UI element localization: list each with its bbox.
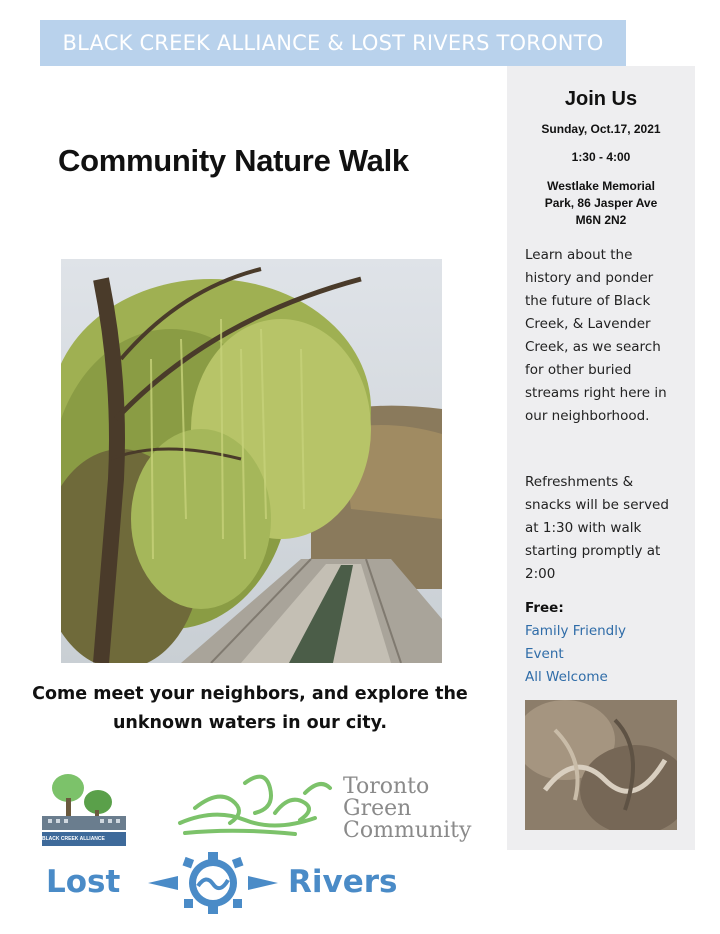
event-time: 1:30 - 4:00 [571, 150, 631, 164]
description-line: Creek, & Lavender [525, 316, 651, 332]
refreshments-line: starting promptly at [525, 543, 661, 559]
fossil-rock-photo [525, 700, 677, 830]
lost-rivers-word-lost: Lost [46, 864, 121, 900]
perk-all-welcome: All Welcome [525, 669, 608, 685]
refreshments-line: 2:00 [525, 566, 556, 582]
event-date: Sunday, Oct.17, 2021 [541, 122, 661, 136]
location-line: Park, 86 Jasper Ave [544, 196, 658, 210]
description-line: our neighborhood. [525, 408, 650, 424]
location-line: M6N 2N2 [575, 213, 627, 227]
willow-tree-photo [61, 259, 442, 663]
description-line: Creek, as we search [525, 339, 661, 355]
join-heading: Join Us [564, 88, 638, 110]
refreshments-line: Refreshments & [525, 474, 634, 490]
description-line: the future of Black [525, 293, 651, 309]
refreshments-line: snacks will be served [525, 497, 669, 513]
header-banner: BLACK CREEK ALLIANCE & LOST RIVERS TORONTO [40, 20, 626, 66]
description-line: history and ponder [525, 270, 654, 286]
description-line: Learn about the [525, 247, 633, 263]
refreshments-note [525, 471, 690, 586]
event-description [525, 244, 690, 428]
tagline-line: unknown waters in our city. [112, 713, 388, 733]
wordmark-line: Toronto [343, 774, 430, 799]
page-title: Community Nature Walk [58, 143, 409, 178]
wordmark-line: Green [343, 796, 412, 821]
description-line: streams right here in [525, 385, 667, 401]
tagline-line: Come meet your neighbors, and explore the [32, 684, 468, 704]
description-line: for other buried [525, 362, 632, 378]
wordmark-line: Community [343, 818, 472, 843]
location-line: Westlake Memorial [547, 179, 655, 193]
perk-event: Event [525, 646, 564, 662]
lost-rivers-word-rivers: Rivers [288, 864, 398, 900]
toronto-green-community-wordmark [343, 776, 471, 842]
event-location [507, 178, 695, 229]
refreshments-line: at 1:30 with walk [525, 520, 642, 536]
toronto-green-community-emblem [175, 768, 335, 840]
black-creek-alliance-caption: BLACK CREEK ALLIANCE [42, 836, 105, 842]
lost-rivers-emblem [148, 852, 278, 914]
free-label: Free: [525, 600, 564, 616]
event-sidebar [507, 66, 695, 850]
tagline [30, 680, 470, 738]
perk-family-friendly: Family Friendly [525, 623, 626, 639]
